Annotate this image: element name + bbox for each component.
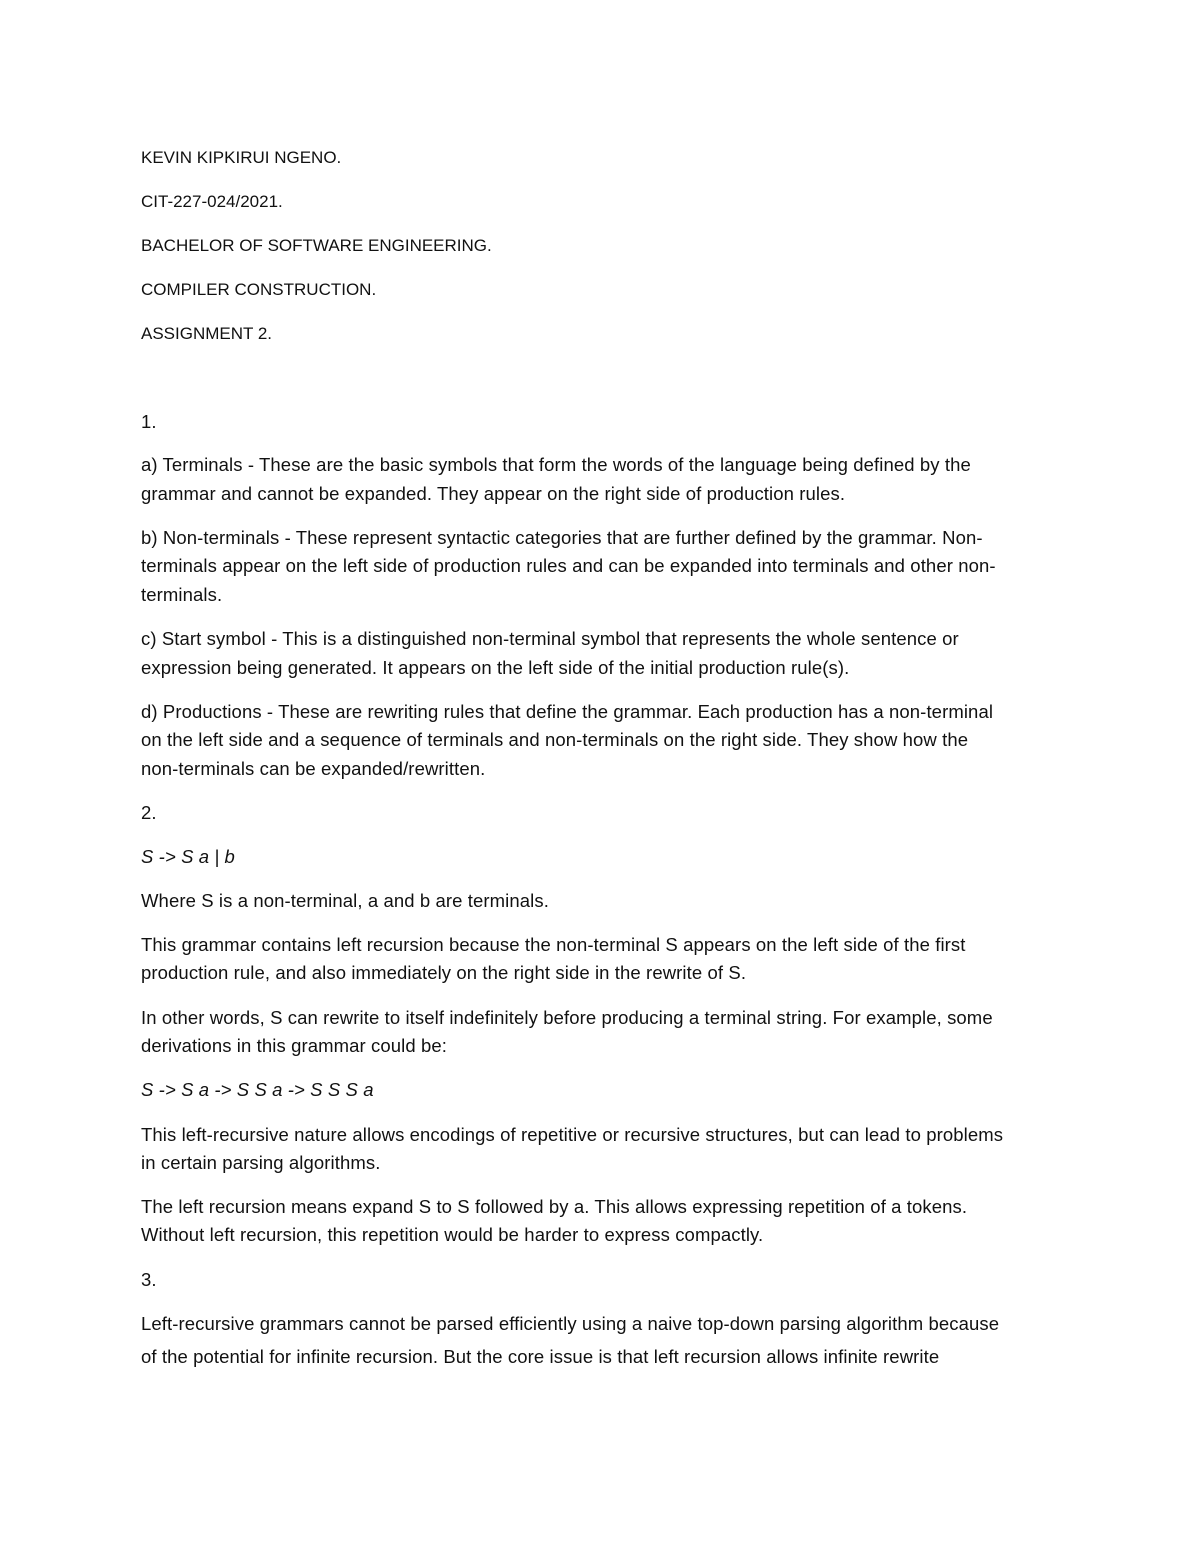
q2-p1-line-1: This grammar contains left recursion because the non-terminal S appears on the left side of the first <box>141 934 966 955</box>
q3-p1-line-1: Left-recursive grammars cannot be parsed efficiently using a naive top-down parsing algorithm because <box>141 1313 1000 1334</box>
question-1-number: 1. <box>141 411 157 432</box>
q2-p3-line-2: in certain parsing algorithms. <box>141 1152 381 1173</box>
q1-d-line-3: non-terminals can be expanded/rewritten. <box>141 758 486 779</box>
q2-p3-line-1: This left-recursive nature allows encodings of repetitive or recursive structures, but can lead to problems <box>141 1124 1004 1145</box>
q1-c-line-2: expression being generated. It appears on the left side of the initial production rule(s). <box>141 657 850 678</box>
q1-b-line-1: b) Non-terminals - These represent syntactic categories that are further defined by the grammar. Non- <box>141 527 983 548</box>
assignment-title: ASSIGNMENT 2. <box>141 324 272 343</box>
q2-grammar-rule: S -> S a | b <box>141 846 235 867</box>
question-3-number: 3. <box>141 1269 157 1290</box>
q1-a-line-2: grammar and cannot be expanded. They appear on the right side of production rules. <box>141 483 846 504</box>
q2-p2-line-1: In other words, S can rewrite to itself indefinitely before producing a terminal string. For example, some <box>141 1007 993 1028</box>
q1-d-line-1: d) Productions - These are rewriting rules that define the grammar. Each production has a non-terminal <box>141 701 994 722</box>
q1-b-line-2: terminals appear on the left side of production rules and can be expanded into terminals and other non- <box>141 555 996 576</box>
student-name: KEVIN KIPKIRUI NGENO. <box>141 148 342 167</box>
programme-title: BACHELOR OF SOFTWARE ENGINEERING. <box>141 236 492 255</box>
q1-c-line-1: c) Start symbol - This is a distinguished non-terminal symbol that represents the whole sentence or <box>141 628 959 649</box>
q2-derivation: S -> S a -> S S a -> S S S a <box>141 1079 374 1100</box>
q3-p1-line-2: of the potential for infinite recursion. But the core issue is that left recursion allows infinite rewrite <box>141 1346 940 1367</box>
q1-d-line-2: on the left side and a sequence of terminals and non-terminals on the right side. They show how the <box>141 729 969 750</box>
q2-where-line: Where S is a non-terminal, a and b are terminals. <box>141 890 549 911</box>
q2-p4-line-2: Without left recursion, this repetition would be harder to express compactly. <box>141 1224 764 1245</box>
question-2-number: 2. <box>141 802 157 823</box>
q2-p4-line-1: The left recursion means expand S to S followed by a. This allows expressing repetition of a tokens. <box>141 1196 968 1217</box>
registration-number: CIT-227-024/2021. <box>141 192 283 211</box>
q1-a-line-1: a) Terminals - These are the basic symbols that form the words of the language being defined by the <box>141 454 971 475</box>
q1-b-line-3: terminals. <box>141 584 223 605</box>
q2-p1-line-2: production rule, and also immediately on the right side in the rewrite of S. <box>141 962 747 983</box>
course-title: COMPILER CONSTRUCTION. <box>141 280 377 299</box>
q2-p2-line-2: derivations in this grammar could be: <box>141 1035 448 1056</box>
